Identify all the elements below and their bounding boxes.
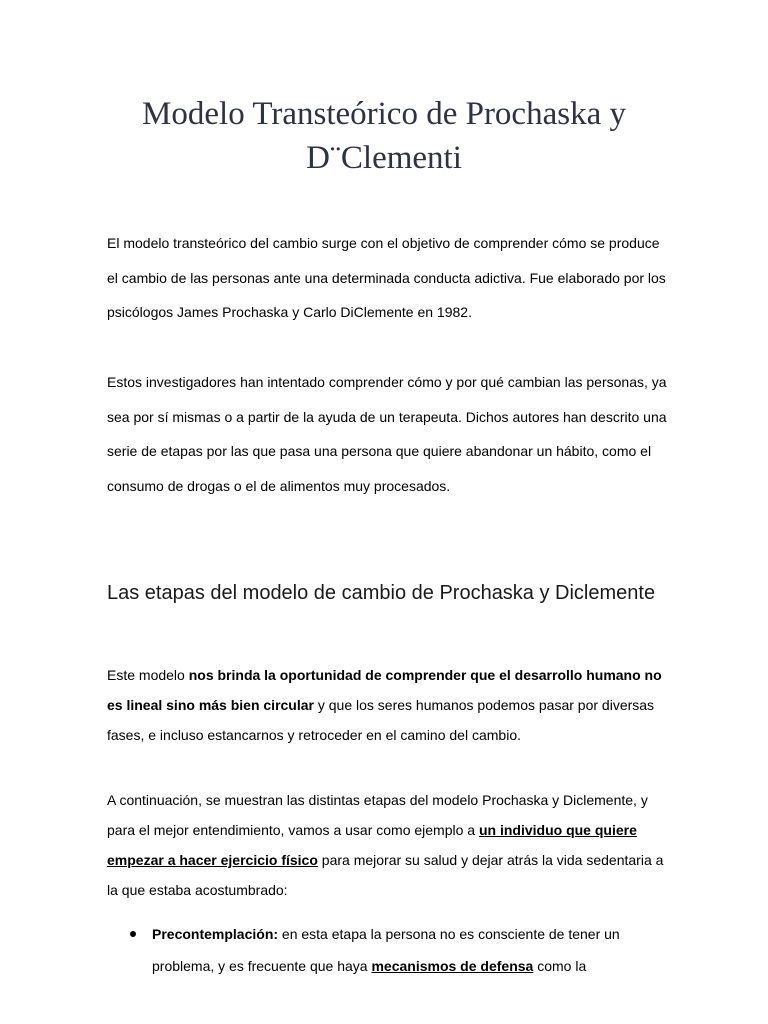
second-paragraph: Estos investigadores han intentado comprender cómo y por qué cambian las personas, ya sea por sí mismas o a partir de la ayuda de un terapeuta. Dichos autores han descrito una serie de etapas por las que pasa una persona que quiere abandonar un hábito, como el consumo de drogas o el de alimentos muy procesados.: [107, 374, 667, 494]
continuation-paragraph: [107, 785, 667, 905]
stage-text-before-link: en esta etapa la persona no es consciente de tener un problema, y es frecuente que haya: [152, 926, 620, 974]
stages-list: [107, 918, 667, 982]
model-paragraph-bold: nos brinda la oportunidad de comprender que el desarrollo humano no es lineal sino más bien circular: [107, 667, 662, 713]
document-title: [60, 92, 708, 180]
model-paragraph-tail: y que los seres humanos podemos pasar por diversas fases, e incluso estancarnos y retroceder en el camino del cambio.: [107, 697, 655, 743]
model-paragraph-lead: Este modelo: [107, 667, 189, 683]
bullet-icon: [130, 931, 136, 937]
stage-term: Precontemplación:: [152, 926, 279, 942]
title-line-2: D¨Clementi: [306, 140, 462, 176]
intro-paragraph: El modelo transteórico del cambio surge con el objetivo de comprender cómo se produce el cambio de las personas ante una determinada conducta adictiva. Fue elaborado por los psicólogos James Prochaska y Carlo DiClemente en 1982.: [107, 235, 666, 320]
section-heading: Las etapas del modelo de cambio de Prochaska y Diclemente: [107, 582, 656, 604]
title-line-1: Modelo Transteórico de Prochaska y: [142, 96, 626, 132]
model-paragraph: [107, 660, 667, 750]
list-item: [107, 918, 667, 982]
example-individual-link[interactable]: un individuo que quiere empezar a hacer ejercicio físico: [107, 822, 637, 868]
stage-text-after-link: como la: [533, 958, 587, 974]
continuation-lead: A continuación, se muestran las distintas etapas del modelo Prochaska y Diclemente, y para el mejor entendimiento, vamos a usar como ejemplo a: [107, 792, 648, 838]
continuation-tail: para mejorar su salud y dejar atrás la vida sedentaria a la que estaba acostumbrado:: [107, 852, 664, 898]
defense-mechanisms-link[interactable]: mecanismos de defensa: [371, 958, 534, 974]
